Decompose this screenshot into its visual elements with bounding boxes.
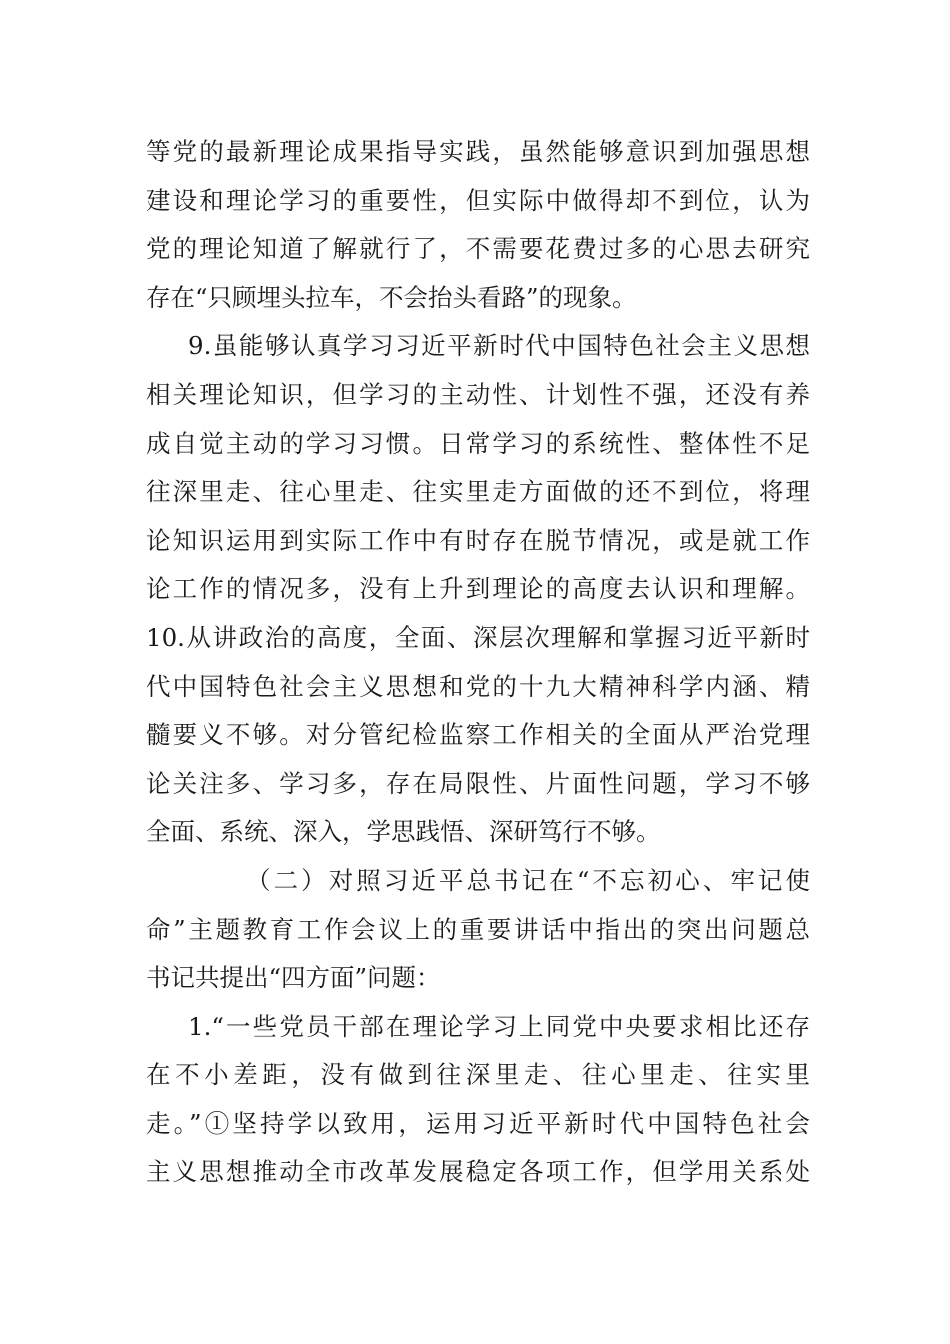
text-line: 书记共提出“四方面”问题： xyxy=(146,963,441,993)
text-line: 全面、系统、深入，学思践悟、深研笃行不够。 xyxy=(146,817,661,847)
text-line: 相关理论知识，但学习的主动性、计划性不强，还没有养 xyxy=(146,379,810,409)
text-line: 代中国特色社会主义思想和党的十九大精神科学内涵、精 xyxy=(146,671,810,701)
text-line: 走。”①坚持学以致用，运用习近平新时代中国特色社会 xyxy=(146,1108,810,1138)
text-line: 论关注多、学习多，存在局限性、片面性问题，学习不够 xyxy=(146,768,810,798)
document-body xyxy=(146,128,810,1197)
text-line: 主义思想推动全市改革发展稳定各项工作，但学用关系处 xyxy=(146,1157,810,1187)
text-line: 10.从讲政治的高度，全面、深层次理解和掌握习近平新时 xyxy=(146,622,810,652)
text-line: 成自觉主动的学习习惯。日常学习的系统性、整体性不足 xyxy=(146,428,810,458)
text-line: 髓要义不够。对分管纪检监察工作相关的全面从严治党理 xyxy=(146,720,810,750)
text-line: 命”主题教育工作会议上的重要讲话中指出的突出问题总 xyxy=(146,914,810,944)
text-line: 论工作的情况多，没有上升到理论的高度去认识和理解。 xyxy=(146,574,810,604)
text-line: 存在“只顾埋头拉车，不会抬头看路”的现象。 xyxy=(146,282,637,312)
text-line: 建设和理论学习的重要性，但实际中做得却不到位，认为 xyxy=(146,185,810,215)
section-heading-line: （二）对照习近平总书记在“不忘初心、牢记使 xyxy=(246,865,810,895)
text-line: 在不小差距，没有做到往深里走、往心里走、往实里 xyxy=(146,1060,810,1090)
text-line: 党的理论知道了解就行了，不需要花费过多的心思去研究 xyxy=(146,234,810,264)
text-line: 1.“一些党员干部在理论学习上同党中央要求相比还存 xyxy=(188,1011,810,1041)
text-line: 等党的最新理论成果指导实践，虽然能够意识到加强思想 xyxy=(146,137,810,166)
text-line: 论知识运用到实际工作中有时存在脱节情况，或是就工作 xyxy=(146,525,810,555)
text-line: 9.虽能够认真学习习近平新时代中国特色社会主义思想 xyxy=(188,331,810,361)
text-line: 往深里走、往心里走、往实里走方面做的还不到位，将理 xyxy=(146,477,810,507)
